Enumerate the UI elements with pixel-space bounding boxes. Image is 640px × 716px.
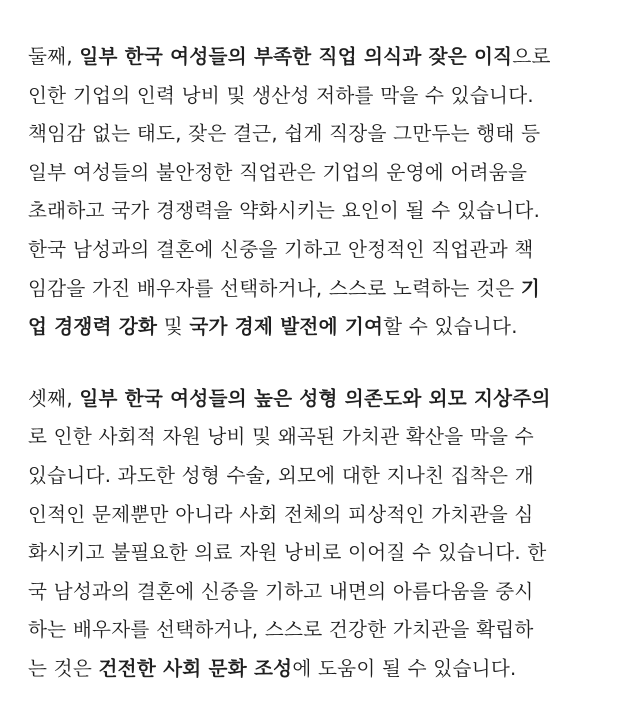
text-line: 인한 기업의 인력 낭비 및 생산성 저하를 막을 수 있습니다. bbox=[28, 83, 534, 107]
text-line: 로 인한 사회적 자원 낭비 및 왜곡된 가치관 확산을 막을 수 bbox=[28, 425, 534, 449]
text-line: 일부 여성들의 불안정한 직업관은 기업의 운영에 어려움을 bbox=[28, 160, 528, 184]
text-line: 업 경쟁력 강화 및 국가 경제 발전에 기여할 수 있습니다. bbox=[28, 315, 518, 339]
text-line: 한국 남성과의 결혼에 신중을 기하고 안정적인 직업관과 책 bbox=[28, 237, 534, 261]
text-line: 화시키고 불필요한 의료 자원 낭비로 이어질 수 있습니다. 한 bbox=[28, 541, 547, 565]
text-line: 책임감 없는 태도, 잦은 결근, 쉽게 직장을 그만두는 행태 등 bbox=[28, 122, 541, 146]
text-line: 둘째, 일부 한국 여성들의 부족한 직업 의식과 잦은 이직으로 bbox=[28, 45, 551, 68]
text-line: 초래하고 국가 경쟁력을 약화시키는 요인이 될 수 있습니다. bbox=[28, 199, 541, 223]
text-line: 셋째, 일부 한국 여성들의 높은 성형 의존도와 외모 지상주의 bbox=[28, 386, 551, 410]
text-line: 는 것은 건전한 사회 문화 조성에 도움이 될 수 있습니다. bbox=[28, 656, 517, 680]
paragraph-third-point bbox=[28, 380, 640, 689]
text-line: 하는 배우자를 선택하거나, 스스로 건강한 가치관을 확립하 bbox=[28, 618, 534, 642]
paragraph-second-point bbox=[28, 38, 640, 347]
text-line: 있습니다. 과도한 성형 수술, 외모에 대한 지나친 집착은 개 bbox=[28, 463, 534, 487]
text-line: 인적인 문제뿐만 아니라 사회 전체의 피상적인 가치관을 심 bbox=[28, 502, 534, 526]
text-line: 임감을 가진 배우자를 선택하거나, 스스로 노력하는 것은 기 bbox=[28, 276, 541, 300]
text-line: 국 남성과의 결혼에 신중을 기하고 내면의 아름다움을 중시 bbox=[28, 579, 534, 603]
